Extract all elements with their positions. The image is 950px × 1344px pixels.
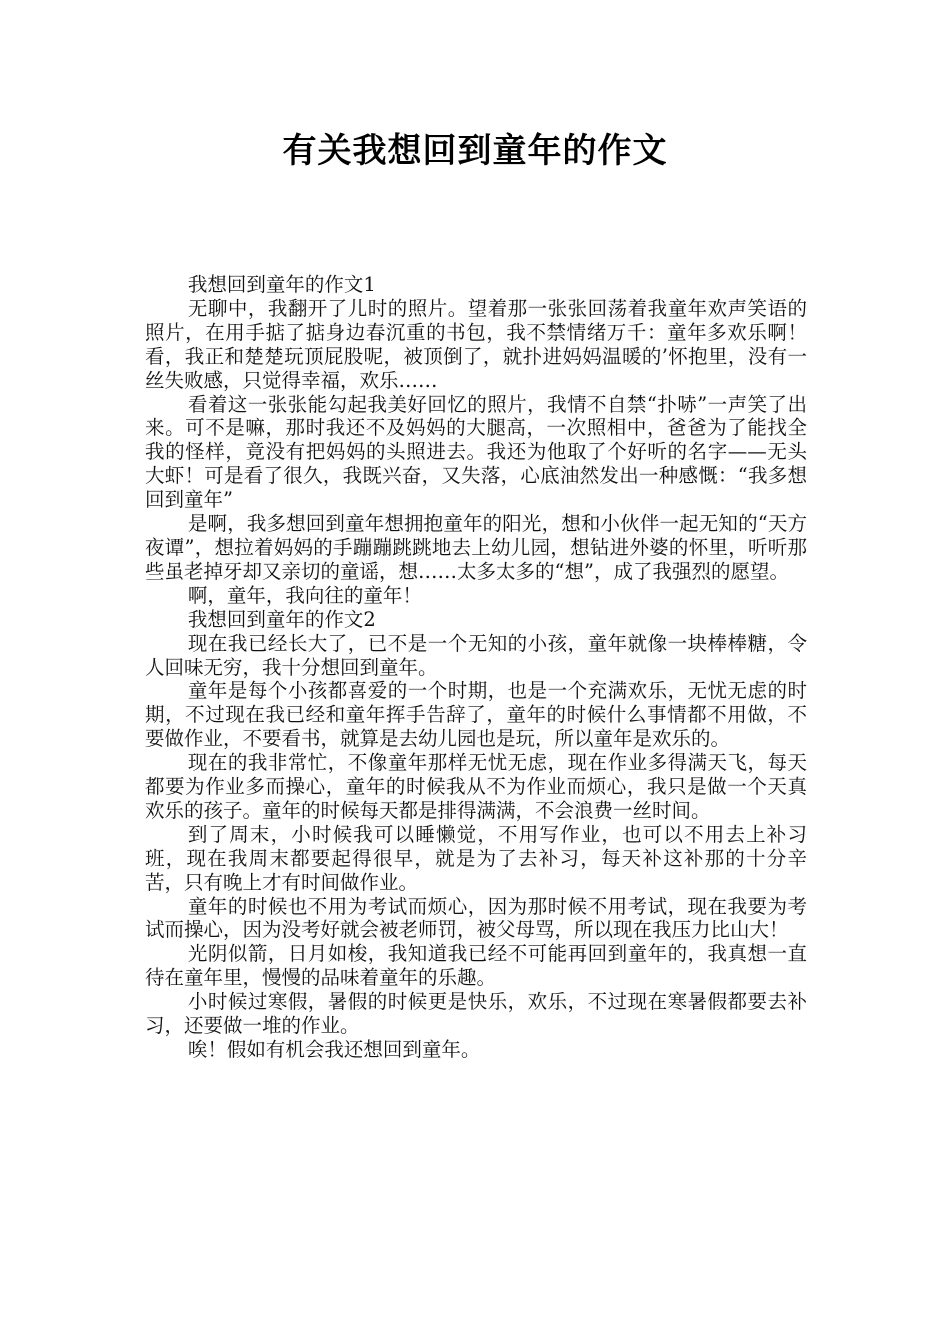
paragraph: 小时候过寒假，暑假的时候更是快乐，欢乐，不过现在寒暑假都要去补习，还要做一堆的作业。 <box>145 990 807 1038</box>
document-body <box>145 273 807 1062</box>
paragraph: 唉！假如有机会我还想回到童年。 <box>187 1038 481 1061</box>
paragraph: 现在的我非常忙，不像童年那样无忧无虑，现在作业多得满天飞，每天都要为作业多而操心，童年的时候我从不为作业而烦心，我只是做一个天真欢乐的孩子。童年的时候每天都是排得满满，不会浪费一丝时间。 <box>145 751 807 822</box>
paragraph: 到了周末，小时候我可以睡懒觉，不用写作业，也可以不用去上补习班，现在我周末都要起得很早，就是为了去补习，每天补这补那的十分辛苦，只有晚上才有时间做作业。 <box>145 822 807 894</box>
document-title: 有关我想回到童年的作文 <box>282 131 668 171</box>
paragraph: 光阴似箭，日月如梭，我知道我已经不可能再回到童年的，我真想一直待在童年里，慢慢的品味着童年的乐趣。 <box>145 942 807 990</box>
paragraph: 无聊中，我翻开了儿时的照片。望着那一张张回荡着我童年欢声笑语的照片，在用手掂了掂身边春沉重的书包，我不禁情绪万千：童年多欢乐啊！看，我正和楚楚玩顶屁股呢，被顶倒了，就扑进妈妈温暖的’怀抱里，没有一丝失败感，只觉得幸福，欢乐…… <box>145 296 807 392</box>
paragraph: 童年是每个小孩都喜爱的一个时期，也是一个充满欢乐，无忧无虑的时期，不过现在我已经和童年挥手告辞了，童年的时候什么事情都不用做，不要做作业，不要看书，就算是去幼儿园也是玩，所以童年是欢乐的。 <box>145 679 807 751</box>
paragraph: 看着这一张张能勾起我美好回忆的照片，我情不自禁“扑哧”一声笑了出来。可不是嘛，那时我还不及妈妈的大腿高，一次照相中，爸爸为了能找全我的怪样，竟没有把妈妈的头照进去。我还为他取了个好听的名字——无头大虾！可是看了很久，我既兴奋，又失落，心底油然发出一种感慨：“我多想回到童年” <box>145 392 807 512</box>
paragraph: 是啊，我多想回到童年想拥抱童年的阳光，想和小伙伴一起无知的“天方夜谭”，想拉着妈妈的手蹦蹦跳跳地去上幼儿园，想钻进外婆的怀里，听听那些虽老掉牙却又亲切的童谣，想……太多太多的“想”，成了我强烈的愿望。 <box>145 512 807 583</box>
essay-2-heading: 我想回到童年的作文2 <box>187 607 376 631</box>
paragraph: 童年的时候也不用为考试而烦心，因为那时候不用考试，现在我要为考试而操心，因为没考好就会被老师罚，被父母骂，所以现在我压力比山大！ <box>145 894 807 942</box>
paragraph: 现在我已经长大了，已不是一个无知的小孩，童年就像一块棒棒糖，令人回味无穷，我十分想回到童年。 <box>145 631 807 679</box>
essay-1-heading: 我想回到童年的作文1 <box>187 273 376 296</box>
paragraph: 啊，童年，我向往的童年！ <box>187 583 422 607</box>
